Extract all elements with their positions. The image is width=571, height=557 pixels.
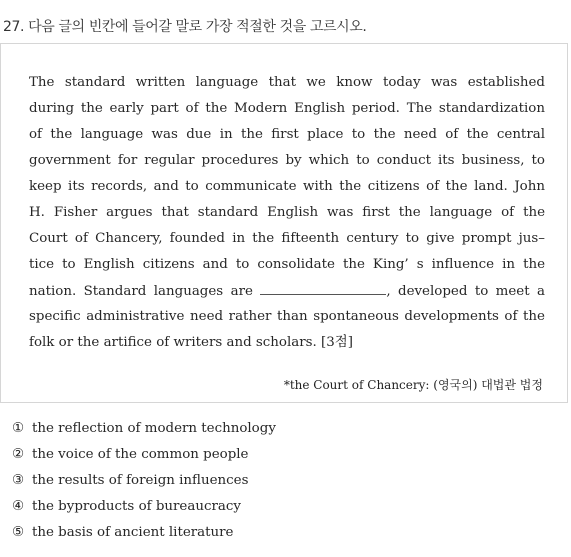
choice-number: ② (12, 447, 25, 462)
passage-line: government for regular procedures by which to conduct its business, to (29, 153, 545, 168)
choice-number: ① (12, 421, 25, 436)
choice-number: ⑤ (12, 525, 25, 540)
choice-text: the reflection of modern technology (32, 421, 276, 436)
blank-line-text-before: nation. Standard languages are (29, 284, 253, 299)
passage-line: during the early part of the Modern English period. The standardization (29, 101, 545, 116)
passage-line: specific administrative need rather than spontaneous developments of the (29, 309, 545, 324)
choice-5[interactable] (12, 525, 233, 540)
answer-blank (260, 282, 386, 295)
passage-line: keep its records, and to communicate with the citizens of the land. John (29, 179, 545, 194)
footnote: *the Court of Chancery: (영국의) 대법관 법정 (283, 378, 543, 392)
choice-number: ④ (12, 499, 25, 514)
question-title: 27. 다음 글의 빈칸에 들어갈 말로 가장 적절한 것을 고르시오. (3, 19, 367, 35)
passage-line: of the language was due in the first place to the need of the central (29, 127, 545, 142)
choice-text: the basis of ancient literature (32, 525, 234, 540)
passage-line: The standard written language that we know today was established (29, 75, 545, 90)
choice-2[interactable] (12, 447, 248, 462)
passage-line: Court of Chancery, founded in the fifteenth century to give prompt jus– (29, 231, 545, 246)
choice-number: ③ (12, 473, 25, 488)
choice-3[interactable] (12, 473, 248, 488)
choice-4[interactable] (12, 499, 241, 514)
passage-line: folk or the artifice of writers and scholars. [3점] (29, 335, 353, 350)
passage-line: tice to English citizens and to consolidate the King’ s influence in the (29, 257, 545, 272)
choice-1[interactable] (12, 421, 276, 436)
choice-text: the byproducts of bureaucracy (32, 499, 241, 514)
passage-box (0, 43, 568, 403)
passage-line-with-blank (29, 282, 545, 301)
choice-text: the voice of the common people (32, 447, 249, 462)
choice-text: the results of foreign influences (32, 473, 249, 488)
blank-line-text-after: , developed to meet a (386, 284, 545, 299)
passage-line: H. Fisher argues that standard English was first the language of the (29, 205, 545, 220)
